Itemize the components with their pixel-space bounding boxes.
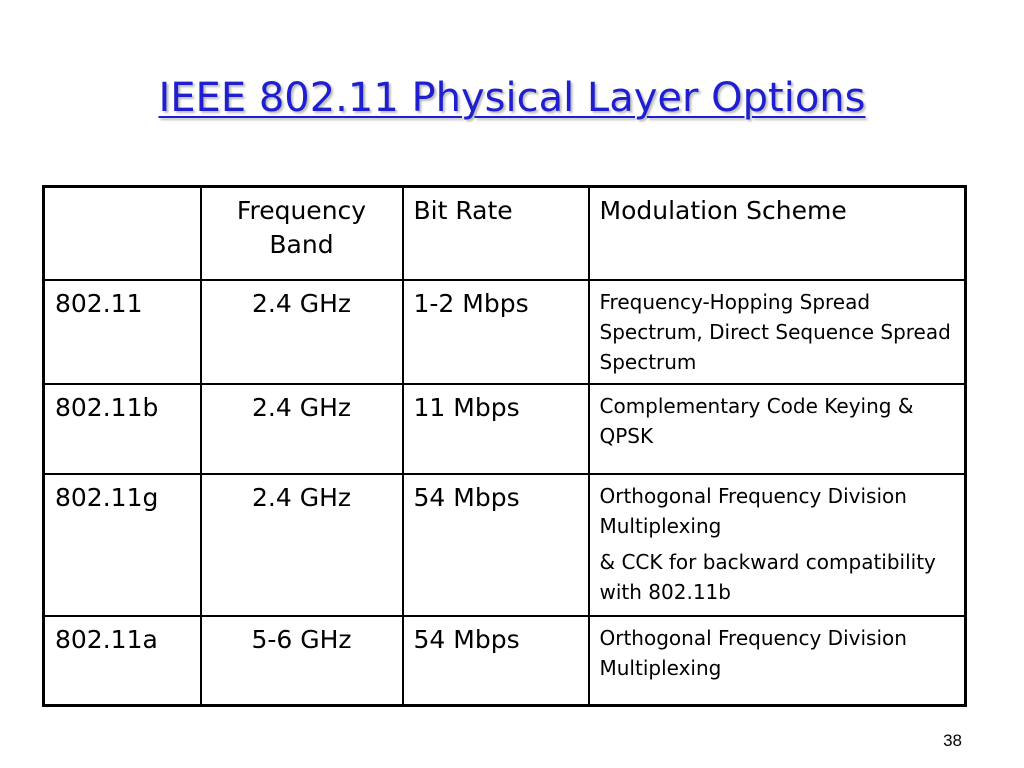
modulation-text: & CCK for backward compatibility with 802.11b (599, 549, 936, 604)
table-row (44, 384, 966, 474)
modulation-text: Orthogonal Frequency Division Multiplexing (599, 625, 907, 680)
modulation-cell (589, 474, 966, 616)
frequency-cell: 5-6 GHz (201, 616, 403, 706)
header-frequency-band-line2: Band (269, 230, 334, 259)
header-modulation-scheme: Modulation Scheme (589, 187, 966, 280)
modulation-text: Orthogonal Frequency Division Multiplexing (599, 483, 907, 538)
frequency-cell: 2.4 GHz (201, 280, 403, 384)
modulation-cell (589, 384, 966, 474)
bit-rate-cell: 11 Mbps (403, 384, 589, 474)
table-row (44, 280, 966, 384)
bit-rate-cell: 54 Mbps (403, 474, 589, 616)
standard-cell: 802.11b (44, 384, 201, 474)
frequency-cell: 2.4 GHz (201, 474, 403, 616)
standard-cell: 802.11 (44, 280, 201, 384)
standard-cell: 802.11g (44, 474, 201, 616)
bit-rate-cell: 1-2 Mbps (403, 280, 589, 384)
modulation-text: Complementary Code Keying & QPSK (599, 393, 914, 448)
slide-title: IEEE 802.11 Physical Layer Options (158, 75, 866, 121)
table-row (44, 616, 966, 706)
physical-layer-table (42, 185, 967, 707)
frequency-cell: 2.4 GHz (201, 384, 403, 474)
modulation-text: Frequency-Hopping Spread Spectrum, Direct Sequence Spread Spectrum (599, 289, 951, 374)
header-frequency-band (201, 187, 403, 280)
header-bit-rate: Bit Rate (403, 187, 589, 280)
page-number: 38 (943, 731, 962, 750)
table-header-row (44, 187, 966, 280)
modulation-cell (589, 280, 966, 384)
header-standard (44, 187, 201, 280)
standard-cell: 802.11a (44, 616, 201, 706)
modulation-cell (589, 616, 966, 706)
table-row (44, 474, 966, 616)
bit-rate-cell: 54 Mbps (403, 616, 589, 706)
header-frequency-band-line1: Frequency (236, 196, 367, 225)
